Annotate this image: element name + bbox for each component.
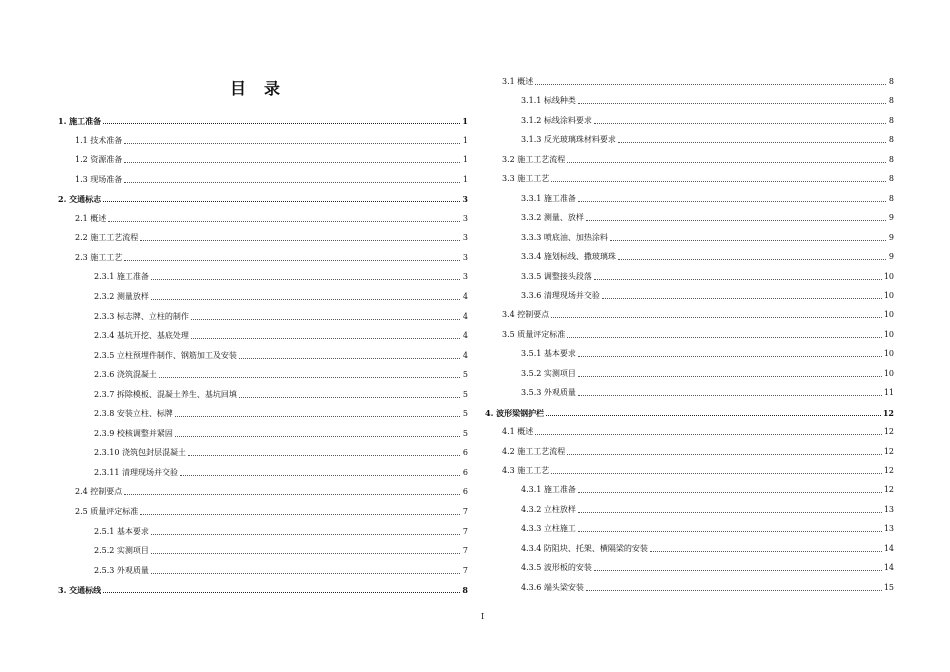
toc-entry[interactable]	[485, 443, 894, 457]
toc-entry-label: 2.3.7 拆除模板、混凝土养生、基坑回填	[94, 389, 237, 399]
toc-leader-dots	[578, 356, 882, 357]
toc-entry-page: 10	[883, 349, 894, 359]
toc-entry-label: 3.3.1 施工准备	[521, 193, 576, 203]
toc-entry-label: 3.5.1 基本要求	[521, 349, 576, 359]
toc-leader-dots	[239, 397, 460, 398]
toc-entry-page: 5	[462, 389, 468, 399]
toc-entry[interactable]	[58, 444, 468, 458]
page-title	[230, 76, 280, 99]
toc-entry-page: 12	[883, 446, 894, 456]
toc-entry-label: 2.3.5 立柱预埋件制作、钢筋加工及安装	[94, 350, 237, 360]
toc-entry-page: 5	[462, 409, 468, 419]
toc-entry-page: 8	[888, 77, 894, 86]
toc-entry-label: 2.3.8 安装立柱、标牌	[94, 409, 173, 419]
toc-entry-page: 4	[462, 350, 468, 360]
toc-entry[interactable]	[58, 581, 468, 595]
toc-entry-page: 4	[462, 291, 468, 301]
toc-entry[interactable]	[485, 131, 894, 145]
toc-entry[interactable]	[485, 540, 894, 554]
toc-entry-page: 12	[883, 466, 894, 475]
toc-leader-dots	[578, 376, 882, 377]
toc-entry[interactable]	[485, 112, 894, 126]
toc-entry[interactable]	[485, 462, 894, 476]
toc-entry[interactable]	[58, 366, 468, 380]
toc-entry[interactable]	[58, 542, 468, 556]
toc-entry[interactable]	[58, 523, 468, 537]
toc-leader-dots	[124, 260, 460, 261]
toc-entry[interactable]	[58, 405, 468, 419]
toc-entry-label: 4.3.4 防阻块、托架、横隔梁的安装	[521, 543, 648, 553]
toc-entry-page: 6	[462, 467, 468, 477]
toc-entry[interactable]	[58, 112, 468, 126]
toc-leader-dots	[103, 592, 460, 593]
toc-leader-dots	[175, 416, 460, 417]
title-char-1: 目	[230, 79, 247, 98]
toc-leader-dots	[151, 299, 460, 300]
toc-leader-dots	[618, 142, 886, 143]
toc-entry[interactable]	[485, 306, 894, 320]
toc-entry-page: 8	[888, 193, 894, 203]
toc-entry-label: 4.3.5 波形板的安装	[521, 563, 592, 573]
toc-leader-dots	[140, 514, 460, 515]
toc-entry[interactable]	[58, 249, 468, 263]
toc-entry-label: 4.3.2 立柱放样	[521, 504, 576, 514]
toc-leader-dots	[578, 103, 886, 104]
toc-entry-page: 10	[883, 329, 894, 339]
toc-entry-label: 3.2 施工工艺流程	[502, 154, 566, 164]
toc-entry[interactable]	[485, 268, 894, 282]
toc-entry-page: 8	[888, 135, 894, 145]
toc-leader-dots	[175, 436, 460, 437]
toc-leader-dots	[140, 240, 460, 241]
toc-leader-dots	[151, 534, 460, 535]
toc-entry-page: 1	[462, 155, 468, 165]
toc-entry-label: 3.3.5 调整接头段落	[521, 271, 592, 281]
toc-entry-page: 10	[883, 271, 894, 281]
toc-entry-label: 2.5.1 基本要求	[94, 526, 149, 536]
toc-leader-dots	[535, 84, 886, 85]
toc-leader-dots	[594, 570, 882, 571]
toc-entry-label: 2.4 控制要点	[75, 487, 123, 497]
toc-leader-dots	[551, 317, 882, 318]
toc-entry[interactable]	[58, 483, 468, 497]
toc-leader-dots	[586, 220, 886, 221]
toc-entry[interactable]	[485, 209, 894, 223]
toc-entry-label: 2. 交通标志	[58, 194, 102, 205]
toc-entry[interactable]	[485, 559, 894, 573]
toc-entry-page: 10	[883, 368, 894, 378]
toc-entry-page: 8	[888, 96, 894, 106]
toc-entry[interactable]	[485, 229, 894, 243]
toc-entry[interactable]	[58, 171, 468, 185]
toc-entry[interactable]	[58, 210, 468, 224]
toc-entry[interactable]	[485, 520, 894, 534]
toc-leader-dots	[578, 512, 882, 513]
toc-entry-page: 12	[882, 407, 894, 418]
toc-entry-page: 13	[883, 524, 894, 534]
toc-entry[interactable]	[485, 404, 894, 418]
toc-entry-page: 10	[883, 310, 894, 320]
toc-entry-page: 15	[883, 582, 894, 592]
toc-leader-dots	[578, 531, 882, 532]
toc-entry[interactable]	[485, 326, 894, 340]
toc-leader-dots	[602, 298, 882, 299]
toc-leader-dots	[103, 123, 460, 124]
toc-entry-page: 10	[883, 290, 894, 300]
toc-entry-label: 3.4 控制要点	[502, 310, 550, 320]
toc-entry-label: 2.5 质量评定标准	[75, 507, 139, 516]
toc-leader-dots	[124, 162, 460, 163]
toc-entry[interactable]	[58, 190, 468, 204]
toc-entry-page: 8	[888, 154, 894, 164]
toc-entry-label: 3.1.1 标线种类	[521, 96, 576, 106]
toc-leader-dots	[594, 279, 882, 280]
toc-leader-dots	[191, 319, 460, 320]
toc-entry[interactable]	[485, 345, 894, 359]
toc-entry-page: 5	[462, 428, 468, 438]
toc-entry-page: 3	[462, 272, 468, 282]
toc-entry-page: 5	[462, 370, 468, 380]
toc-entry[interactable]	[485, 151, 894, 165]
toc-entry-page: 11	[883, 388, 894, 398]
toc-entry-page: 7	[462, 546, 468, 556]
toc-leader-dots	[578, 395, 882, 396]
toc-entry[interactable]	[485, 579, 894, 593]
toc-leader-dots	[610, 240, 886, 241]
toc-entry-page: 7	[462, 526, 468, 536]
toc-entry-label: 2.3.10 浇筑包封层混凝土	[94, 448, 186, 458]
toc-entry[interactable]	[485, 501, 894, 515]
toc-entry[interactable]	[58, 425, 468, 439]
toc-leader-dots	[650, 551, 882, 552]
toc-entry[interactable]	[58, 562, 468, 576]
toc-entry-page: 9	[888, 252, 894, 262]
toc-leader-dots	[180, 475, 460, 476]
toc-entry-page: 4	[462, 331, 468, 341]
toc-entry-label: 3.3.4 施划标线、撒玻璃珠	[521, 252, 616, 262]
toc-leader-dots	[535, 434, 882, 435]
toc-entry-page: 3	[462, 213, 468, 223]
toc-entry-page: 1	[462, 116, 468, 126]
title-char-2: 录	[263, 79, 280, 98]
toc-entry-label: 3.3.6 清理现场并交验	[521, 290, 600, 300]
toc-entry-label: 2.2 施工工艺流程	[75, 233, 139, 243]
toc-entry-label: 4.3.1 施工准备	[521, 485, 576, 495]
toc-entry-page: 12	[883, 427, 894, 437]
toc-entry-page: 9	[888, 213, 894, 223]
toc-entry-label: 1. 施工准备	[58, 116, 102, 126]
toc-entry-label: 4. 波形梁钢护栏	[485, 407, 545, 418]
toc-entry[interactable]	[58, 229, 468, 243]
toc-entry-page: 6	[462, 448, 468, 458]
toc-entry-page: 14	[883, 563, 894, 573]
toc-entry-page: 8	[888, 115, 894, 125]
toc-entry-label: 3.3.3 喷底油、加热涂料	[521, 232, 608, 242]
toc-entry-label: 3.1.3 反光玻璃珠材料要求	[521, 135, 616, 145]
toc-entry-page: 8	[888, 174, 894, 184]
toc-entry-label: 2.3.3 标志牌、立柱的制作	[94, 311, 189, 321]
toc-entry[interactable]	[58, 132, 468, 146]
toc-entry[interactable]	[485, 423, 894, 437]
toc-entry-label: 2.3.11 清理现场并交验	[94, 467, 178, 477]
toc-entry[interactable]	[485, 365, 894, 379]
toc-entry-label: 3. 交通标线	[58, 585, 102, 596]
toc-entry[interactable]	[58, 288, 468, 302]
toc-entry-page: 6	[462, 487, 468, 497]
toc-entry-page: 7	[462, 507, 468, 516]
toc-entry[interactable]	[58, 308, 468, 322]
toc-entry-label: 2.3.1 施工准备	[94, 272, 149, 282]
toc-entry[interactable]	[485, 190, 894, 204]
toc-leader-dots	[567, 337, 882, 338]
toc-entry[interactable]	[58, 347, 468, 361]
toc-entry-label: 2.3.6 浇筑混凝土	[94, 370, 157, 380]
toc-entry-label: 3.5.2 实测项目	[521, 368, 576, 378]
toc-leader-dots	[551, 181, 886, 182]
toc-leader-dots	[188, 455, 460, 456]
toc-leader-dots	[124, 182, 460, 183]
toc-entry-page: 1	[462, 135, 468, 145]
toc-entry-label: 1.3 现场准备	[75, 174, 123, 184]
toc-entry-label: 2.3.4 基坑开挖、基底处理	[94, 331, 189, 341]
toc-entry-label: 2.1 概述	[75, 213, 107, 223]
toc-entry-label: 2.3.9 校核调整并紧固	[94, 428, 173, 438]
toc-entry[interactable]	[485, 287, 894, 301]
toc-entry[interactable]	[58, 151, 468, 165]
toc-entry-label: 4.3.3 立柱施工	[521, 524, 576, 534]
toc-entry-label: 2.3.2 测量放样	[94, 291, 149, 301]
toc-entry-label: 3.1 概述	[502, 77, 534, 86]
toc-entry-label: 2.5.3 外观质量	[94, 565, 149, 575]
toc-entry-label: 3.1.2 标线涂料要求	[521, 115, 592, 125]
toc-entry-label: 4.2 施工工艺流程	[502, 446, 566, 456]
toc-leader-dots	[567, 454, 882, 455]
toc-entry-page: 7	[462, 565, 468, 575]
toc-entry[interactable]	[485, 170, 894, 184]
toc-entry[interactable]	[485, 73, 894, 87]
toc-leader-dots	[578, 201, 886, 202]
toc-leader-dots	[567, 162, 886, 163]
toc-entry-label: 2.3 施工工艺	[75, 252, 123, 262]
toc-entry[interactable]	[485, 481, 894, 495]
toc-entry-page: 3	[462, 252, 468, 262]
toc-leader-dots	[551, 473, 882, 474]
toc-entry[interactable]	[485, 384, 894, 398]
toc-entry-page: 3	[462, 233, 468, 243]
toc-entry-label: 1.1 技术准备	[75, 135, 123, 145]
toc-leader-dots	[124, 494, 460, 495]
footer-page-number: I	[481, 612, 485, 621]
toc-entry[interactable]	[58, 386, 468, 400]
toc-leader-dots	[103, 201, 460, 202]
toc-entry[interactable]	[58, 503, 468, 517]
toc-leader-dots	[586, 590, 882, 591]
toc-entry-page: 1	[462, 174, 468, 184]
toc-entry[interactable]	[485, 92, 894, 106]
toc-leader-dots	[159, 377, 460, 378]
toc-entry-page: 13	[883, 504, 894, 514]
toc-entry-page: 12	[883, 485, 894, 495]
toc-entry-label: 3.3.2 测量、放样	[521, 213, 584, 223]
toc-entry-label: 4.3.6 端头梁安装	[521, 582, 584, 592]
toc-entry[interactable]	[58, 268, 468, 282]
toc-leader-dots	[108, 221, 460, 222]
toc-leader-dots	[546, 415, 881, 416]
toc-entry-page: 9	[888, 232, 894, 242]
toc-leader-dots	[618, 259, 886, 260]
toc-leader-dots	[578, 492, 882, 493]
toc-entry-page: 3	[462, 194, 468, 205]
toc-entry-label: 3.5.3 外观质量	[521, 388, 576, 398]
toc-entry-label: 3.5 质量评定标准	[502, 329, 566, 339]
toc-entry[interactable]	[485, 248, 894, 262]
toc-entry-page: 14	[883, 543, 894, 553]
toc-entry-page: 8	[462, 585, 468, 596]
toc-leader-dots	[151, 279, 460, 280]
toc-entry-label: 2.5.2 实测项目	[94, 546, 149, 556]
toc-entry-label: 1.2 资源准备	[75, 155, 123, 165]
toc-entry-label: 4.3 施工工艺	[502, 466, 550, 475]
toc-leader-dots	[191, 338, 460, 339]
toc-leader-dots	[151, 573, 460, 574]
toc-entry-label: 3.3 施工工艺	[502, 174, 550, 184]
toc-leader-dots	[124, 143, 460, 144]
toc-entry-label: 4.1 概述	[502, 427, 534, 437]
toc-leader-dots	[151, 553, 460, 554]
toc-entry[interactable]	[58, 327, 468, 341]
toc-leader-dots	[239, 358, 460, 359]
toc-leader-dots	[594, 123, 886, 124]
toc-entry[interactable]	[58, 464, 468, 478]
toc-entry-page: 4	[462, 311, 468, 321]
